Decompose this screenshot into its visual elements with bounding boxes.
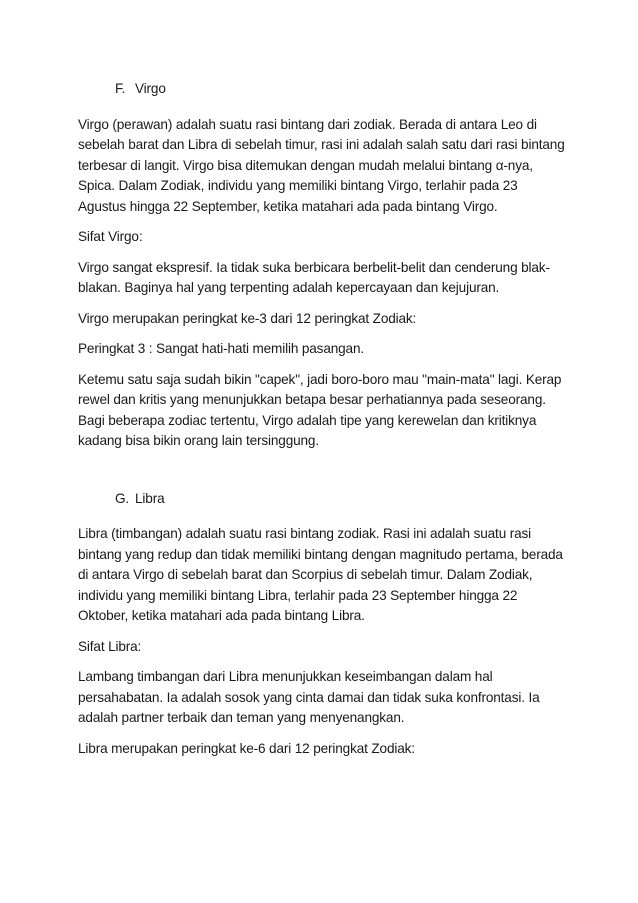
paragraph: Virgo sangat ekspresif. Ia tidak suka berbicara berbelit-belit dan cenderung blak-blakan. Baginya hal yang terpenting adalah kepercayaan dan kejujuran. (78, 259, 550, 295)
section-heading (78, 489, 568, 510)
paragraph: Sifat Libra: (78, 638, 142, 654)
section-title: Virgo (135, 81, 166, 96)
paragraph: Virgo (perawan) adalah suatu rasi bintang dari zodiak. Berada di antara Leo di sebelah barat dan Libra di sebelah timur, rasi ini adalah salah satu dari rasi bintang terbesar di langit. Virgo bisa ditemukan dengan mudah melalui bintang α-nya, Spica. Dalam Zodiak, individu yang memiliki bintang Virgo, terlahir pada 23 Agustus hingga 22 September, ketika matahari ada pada bintang Virgo. (78, 116, 565, 214)
section-gap (78, 462, 568, 489)
section-marker: G. (115, 490, 130, 506)
paragraph: Lambang timbangan dari Libra menunjukkan keseimbangan dalam hal persahabatan. Ia adalah sosok yang cinta damai dan tidak suka konfrontasi. Ia adalah partner terbaik dan teman yang menyenangkan. (78, 669, 540, 725)
section-heading (78, 79, 568, 100)
paragraph: Virgo merupakan peringkat ke-3 dari 12 peringkat Zodiak: (78, 310, 417, 326)
section-virgo (78, 79, 568, 452)
paragraph: Libra (timbangan) adalah suatu rasi bintang zodiak. Rasi ini adalah suatu rasi bintang yang redup dan tidak memiliki bintang dengan magnitudo pertama, berada di antara Virgo di sebelah barat dan Scorpius di sebelah timur. Dalam Zodiak, individu yang memiliki bintang Libra, terlahir pada 23 September hingga 22 Oktober, ketika matahari ada pada bintang Libra. (78, 526, 563, 623)
section-title: Libra (135, 490, 165, 506)
section-libra (78, 489, 568, 760)
paragraph: Ketemu satu saja sudah bikin "capek", jadi boro-boro mau "main-mata" lagi. Kerap rewel dan kritis yang menunjukkan betapa besar perhatiannya pada seseorang. Bagi beberapa zodiac tertentu, Virgo adalah tipe yang kerewelan dan kritiknya kadang bisa bikin orang lain tersinggung. (78, 371, 562, 448)
document-body (78, 79, 568, 769)
paragraph: Libra merupakan peringkat ke-6 dari 12 peringkat Zodiak: (78, 740, 415, 756)
paragraph: Peringkat 3 : Sangat hati-hati memilih pasangan. (78, 341, 364, 356)
section-marker: F. (115, 81, 126, 96)
paragraph: Sifat Virgo: (78, 229, 143, 244)
